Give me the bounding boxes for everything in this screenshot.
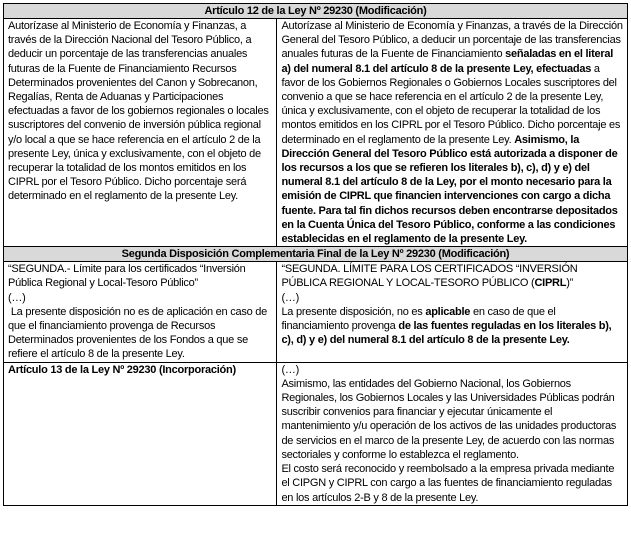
text-run: a favor de los Gobiernos Regionales o Gobiernos Locales suscriptores del convenio a que se hace referencia en el artículo 2 de la presente Ley, única y exclusivamente, con el objeto de recuperar la totalidad de los montos emitidos en los CIPRL por el Tesoro Público. Dicho porcentaje es determinado en el reglamento de la presente Ley. <box>281 62 623 146</box>
text-run: La presente disposición, no es <box>281 305 426 318</box>
ellipsis-marker: (…) <box>281 363 300 376</box>
paragraph <box>281 305 623 348</box>
modified-text-cell <box>277 362 628 505</box>
bold-text-run: de las fuentes reguladas en los literales b), c), d) y e) del numeral 8.1 del artículo 8 de la presente Ley. <box>281 320 615 347</box>
modified-text-cell <box>277 19 628 247</box>
table-row <box>4 4 628 19</box>
paragraph <box>281 19 626 246</box>
comparison-table <box>3 3 628 506</box>
ellipsis-marker: (…) <box>8 291 26 304</box>
original-text-cell <box>4 362 277 505</box>
paragraph: Autorízase al Ministerio de Economía y Finanzas, a través de la Dirección Nacional del Tesoro Público, a deducir un porcentaje de las transferencias anuales futuras de la Fuente de Financiamiento Recursos Determinados provenientes del Canon y Sobrecanon, Regalías, Renta de Aduanas y Participaciones efectuadas a favor de los gobiernos regionales o locales suscriptores del convenio de inversión pública regional y/o local a que se hace referencia en el artículo 2 de la presente Ley, única y exclusivamente, con el objeto de recuperar la totalidad de los montos emitidos en los CIPRL por el Tesoro Público. Dicho porcentaje será determinado en el reglamento de la presente Ley. <box>8 20 272 203</box>
bold-text-run: señaladas en el literal a) del numeral 8.1 del artículo 8 de la presente Ley, efectuadas <box>281 48 616 75</box>
document-page <box>3 3 628 506</box>
paragraph <box>281 262 623 290</box>
paragraph: El costo será reconocido y reembolsado a la empresa privada mediante el CIPGN y CIPRL con cargo a las fuentes de financiamiento reguladas en los artículos 2-B y 8 de la presente Ley. <box>281 463 617 504</box>
section-header: Artículo 12 de la Ley Nº 29230 (Modificación) <box>4 4 628 19</box>
table-row <box>4 19 628 247</box>
bold-text-run: CIPRL <box>534 277 567 290</box>
bold-text-run: aplicable <box>425 305 471 318</box>
ellipsis-marker: (…) <box>281 291 300 304</box>
original-text-cell <box>4 262 277 362</box>
text-run: “SEGUNDA. LÍMITE PARA LOS CERTIFICADOS “INVERSIÓN PÚBLICA REGIONAL Y LOCAL-TESORO PÚBLICO ( <box>281 263 581 290</box>
text-run: Autorízase al Ministerio de Economía y Finanzas, a través de la Dirección General del Tesoro Público, a deducir un porcentaje de las transferencias anuales futuras de la Fuente de Financiamiento <box>281 20 626 61</box>
bold-text-run: Artículo 13 de la Ley Nº 29230 (Incorporación) <box>8 363 236 376</box>
paragraph: “SEGUNDA.- Límite para los certificados “Inversión Pública Regional y Local-Tesoro Público” <box>8 263 249 290</box>
table-row <box>4 262 628 362</box>
section-header: Segunda Disposición Complementaria Final de la Ley Nº 29230 (Modificación) <box>4 247 628 262</box>
table-row <box>4 362 628 505</box>
text-run: en caso de que el financiamiento provenga <box>281 305 559 333</box>
paragraph: La presente disposición no es de aplicación en caso de que el financiamiento provenga de Recursos Determinados provenientes de los Fondos a que se refiere el artículo 8 de la presente Ley. <box>8 305 270 361</box>
table-row <box>4 247 628 262</box>
paragraph: Asimismo, las entidades del Gobierno Nacional, los Gobiernos Regionales, los Gobiernos Locales y las Universidades Públicas podrán suscribir convenios para financiar y ejecutar únicamente el mantenimiento y/u operación de los activos de las unidades productoras de servicios en el marco de la presente Ley, de acuerdo con las normas sectoriales y conforme lo establezca el reglamento. <box>281 377 619 461</box>
bold-text-run: Asimismo, la Dirección General del Tesoro Público está autorizada a disponer de los recursos a los que se refieren los literales b), c), d) y e) del numeral 8.1 del artículo 8 de la Ley, por el monto necesario para la emisión de CIPRL que financien intervenciones con cargo a dicha fuente. Para tal fin dichos recursos deben encontrarse depositados en la Cuenta Única del Tesoro Público, conforme a las condiciones establecidas en el reglamento de la presente Ley. <box>281 133 621 246</box>
modified-text-cell <box>277 262 628 362</box>
text-run: )” <box>566 277 574 290</box>
article-title <box>8 363 272 377</box>
original-text-cell <box>4 19 277 247</box>
